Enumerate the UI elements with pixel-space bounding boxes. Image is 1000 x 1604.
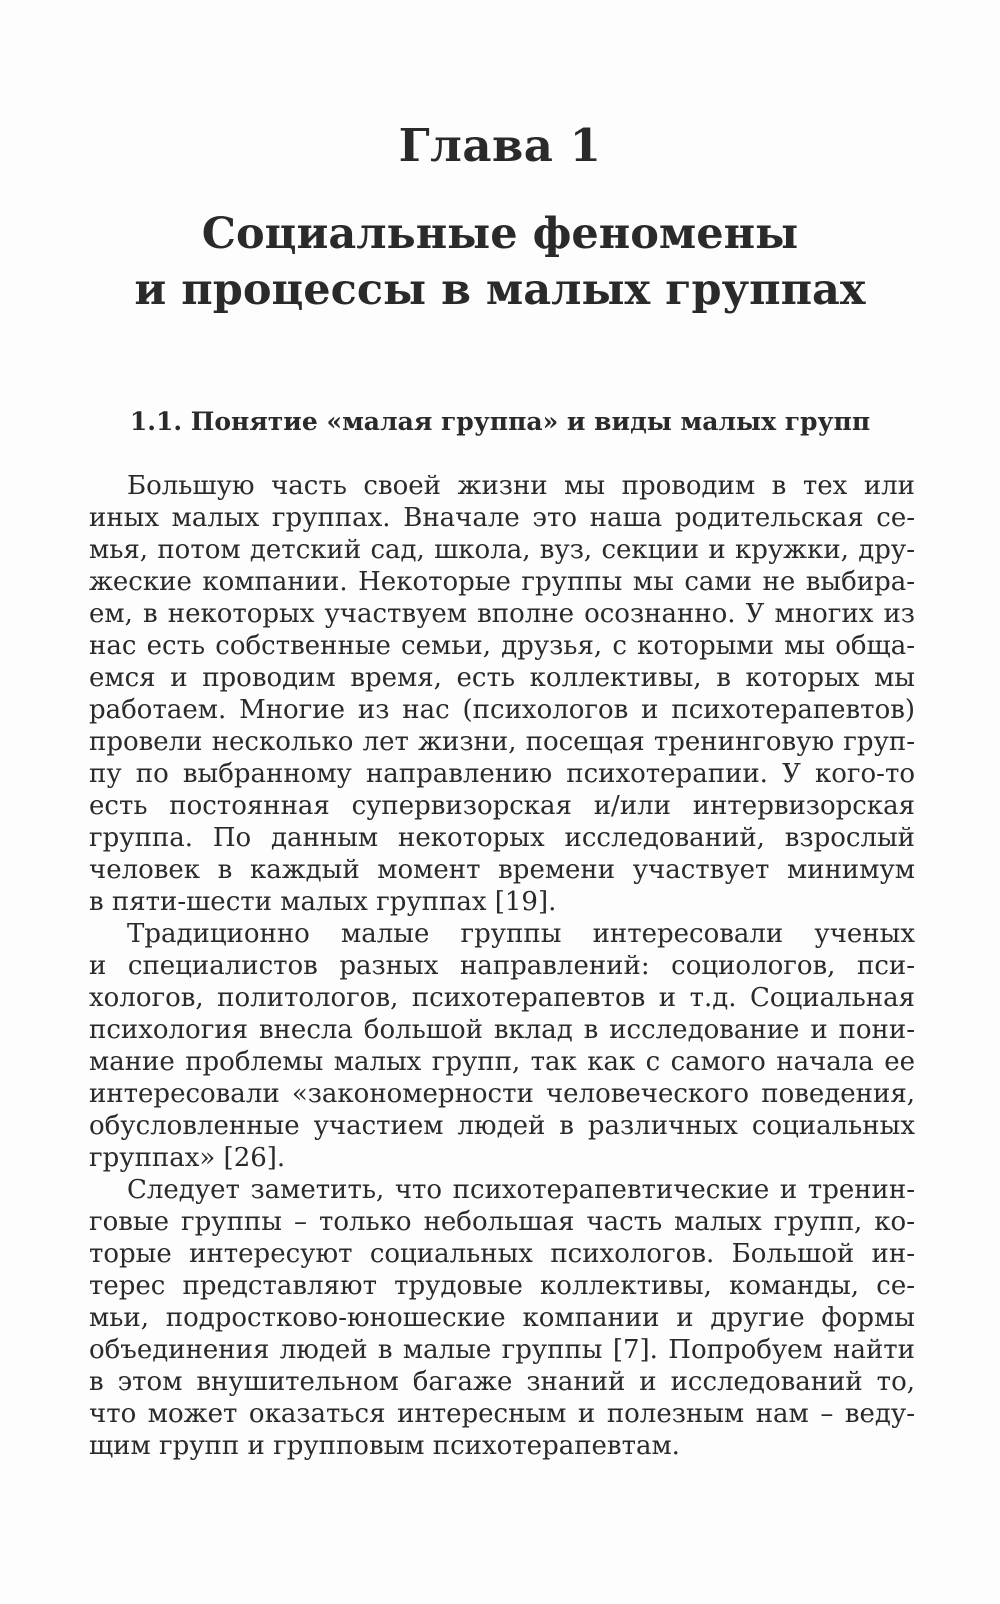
text-line: человек в каждый момент времени участвует минимум xyxy=(89,855,915,885)
text-line: емся и проводим время, есть коллективы, в которых мы xyxy=(89,663,915,693)
text-line: группах» [26]. xyxy=(89,1143,286,1173)
text-line: интересовали «закономерности человеческого поведения, xyxy=(89,1079,915,1109)
chapter-title xyxy=(60,206,940,318)
chapter-label: Глава 1 xyxy=(398,119,602,172)
text-line: нас есть собственные семьи, друзья, с которыми мы обща- xyxy=(89,631,915,661)
text-line: мья, потом детский сад, школа, вуз, секции и кружки, дру- xyxy=(89,535,915,565)
text-line: Большую часть своей жизни мы проводим в тех или xyxy=(127,471,915,501)
text-line: Следует заметить, что психотерапевтические и тренин- xyxy=(127,1175,915,1205)
text-line: щим групп и групповым психотерапевтам. xyxy=(89,1431,680,1461)
text-line: торые интересуют социальных психологов. Большой ин- xyxy=(89,1239,915,1269)
text-line: группа. По данным некоторых исследований, взрослый xyxy=(89,823,915,853)
text-line: мьи, подростково-юношеские компании и другие формы xyxy=(89,1303,915,1333)
text-line: в пяти-шести малых группах [19]. xyxy=(89,887,557,917)
text-line: говые группы – только небольшая часть малых групп, ко- xyxy=(89,1207,915,1237)
text-line: и специалистов разных направлений: социологов, пси- xyxy=(89,951,915,981)
text-line: объединения людей в малые группы [7]. Попробуем найти xyxy=(89,1335,915,1365)
text-line: в этом внушительном багаже знаний и исследований то, xyxy=(89,1367,915,1397)
text-line: работаем. Многие из нас (психологов и психотерапевтов) xyxy=(89,695,915,725)
text-line: что может оказаться интересным и полезным нам – веду- xyxy=(89,1399,915,1429)
body-text xyxy=(89,470,915,1462)
text-line: ем, в некоторых участвуем вполне осознанно. У многих из xyxy=(89,599,915,629)
text-line: Традиционно малые группы интересовали ученых xyxy=(127,919,915,949)
text-line: терес представляют трудовые коллективы, команды, се- xyxy=(89,1271,915,1301)
text-line: провели несколько лет жизни, посещая тренинговую груп- xyxy=(89,727,915,757)
text-line: обусловленные участием людей в различных социальных xyxy=(89,1111,915,1141)
text-line: иных малых группах. Вначале это наша родительская се- xyxy=(89,503,915,533)
text-line: жеские компании. Некоторые группы мы сами не выбира- xyxy=(89,567,915,597)
text-line: пу по выбранному направлению психотерапии. У кого-то xyxy=(89,759,915,789)
chapter-title-line: и процессы в малых группах xyxy=(134,265,866,315)
chapter-title-line: Социальные феномены xyxy=(201,209,799,259)
section-title: 1.1. Понятие «малая группа» и виды малых групп xyxy=(129,407,871,436)
text-line: хологов, политологов, психотерапевтов и т.д. Социальная xyxy=(89,983,915,1013)
text-line: психология внесла большой вклад в исследование и пони- xyxy=(89,1015,915,1045)
text-line: мание проблемы малых групп, так как с самого начала ее xyxy=(89,1047,915,1077)
text-line: есть постоянная супервизорская и/или интервизорская xyxy=(89,791,915,821)
